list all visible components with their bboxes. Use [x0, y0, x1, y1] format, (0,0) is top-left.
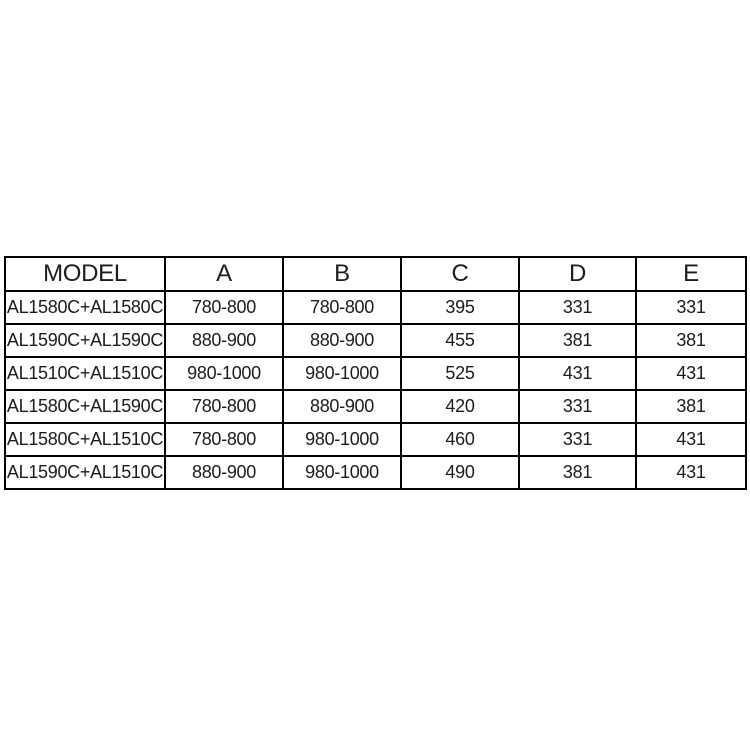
model-cell: AL1510C+AL1510C — [5, 357, 165, 390]
value-cell: 431 — [636, 423, 746, 456]
value-cell: 980-1000 — [283, 423, 401, 456]
value-cell: 331 — [519, 423, 636, 456]
value-cell: 381 — [519, 324, 636, 357]
value-cell: 455 — [401, 324, 519, 357]
value-cell: 331 — [519, 291, 636, 324]
value-cell: 880-900 — [165, 324, 283, 357]
model-spec-table — [4, 256, 747, 490]
value-cell: 780-800 — [283, 291, 401, 324]
table-row — [5, 456, 746, 489]
model-cell: AL1590C+AL1590C — [5, 324, 165, 357]
value-cell: 780-800 — [165, 390, 283, 423]
model-cell: AL1580C+AL1590C — [5, 390, 165, 423]
value-cell: 420 — [401, 390, 519, 423]
header-cell-model: MODEL — [5, 257, 165, 291]
value-cell: 525 — [401, 357, 519, 390]
value-cell: 431 — [636, 357, 746, 390]
table-row — [5, 324, 746, 357]
header-cell-c: C — [401, 257, 519, 291]
value-cell: 381 — [519, 456, 636, 489]
model-cell: AL1580C+AL1580C — [5, 291, 165, 324]
value-cell: 980-1000 — [283, 456, 401, 489]
value-cell: 980-1000 — [283, 357, 401, 390]
value-cell: 460 — [401, 423, 519, 456]
header-cell-e: E — [636, 257, 746, 291]
model-cell: AL1590C+AL1510C — [5, 456, 165, 489]
table-header-row — [5, 257, 746, 291]
value-cell: 780-800 — [165, 291, 283, 324]
table-row — [5, 390, 746, 423]
table-row — [5, 291, 746, 324]
value-cell: 331 — [636, 291, 746, 324]
value-cell: 381 — [636, 390, 746, 423]
value-cell: 431 — [519, 357, 636, 390]
value-cell: 490 — [401, 456, 519, 489]
value-cell: 780-800 — [165, 423, 283, 456]
table-row — [5, 357, 746, 390]
value-cell: 880-900 — [165, 456, 283, 489]
value-cell: 980-1000 — [165, 357, 283, 390]
value-cell: 880-900 — [283, 390, 401, 423]
header-cell-b: B — [283, 257, 401, 291]
header-cell-d: D — [519, 257, 636, 291]
value-cell: 331 — [519, 390, 636, 423]
model-cell: AL1580C+AL1510C — [5, 423, 165, 456]
value-cell: 381 — [636, 324, 746, 357]
header-cell-a: A — [165, 257, 283, 291]
table-row — [5, 423, 746, 456]
value-cell: 431 — [636, 456, 746, 489]
value-cell: 395 — [401, 291, 519, 324]
value-cell: 880-900 — [283, 324, 401, 357]
